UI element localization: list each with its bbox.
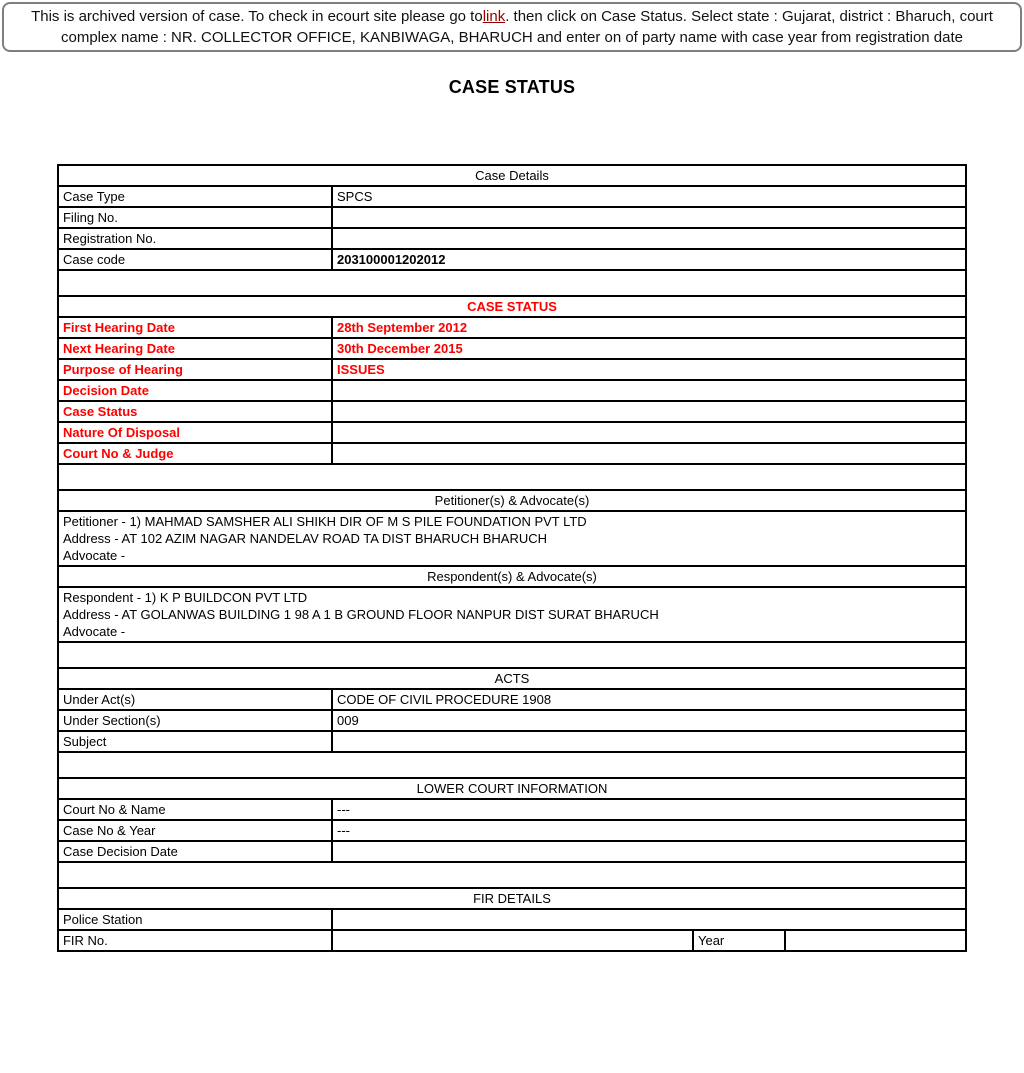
row-label-first-hearing-date: First Hearing Date: [58, 317, 332, 338]
archived-notice-text-before: This is archived version of case. To check in ecourt site please go to: [31, 8, 483, 25]
petitioner-section-title: Petitioner(s) & Advocate(s): [58, 490, 966, 511]
petitioner-name-line: Petitioner - 1) MAHMAD SAMSHER ALI SHIKH DIR OF M S PILE FOUNDATION PVT LTD: [62, 514, 587, 529]
row-value-first-hearing-date: 28th September 2012: [332, 317, 966, 338]
fir-section-title: FIR DETAILS: [58, 888, 966, 909]
row-label-case-status: Case Status: [58, 401, 332, 422]
table-row: [58, 228, 966, 249]
table-row: [58, 380, 966, 401]
petitioner-details: [58, 511, 966, 566]
row-value-case-type: SPCS: [332, 186, 966, 207]
row-label-registration-no: Registration No.: [58, 228, 332, 249]
row-label-case-decision-date: Case Decision Date: [58, 841, 332, 862]
row-label-under-sections: Under Section(s): [58, 710, 332, 731]
row-value-under-acts: CODE OF CIVIL PROCEDURE 1908: [332, 689, 966, 710]
section-header-row-fir: [58, 888, 966, 909]
row-value-year: [785, 930, 966, 951]
row-label-fir-no: FIR No.: [58, 930, 332, 951]
row-value-police-station: [332, 909, 966, 930]
row-value-next-hearing-date: 30th December 2015: [332, 338, 966, 359]
respondent-name-line: Respondent - 1) K P BUILDCON PVT LTD: [62, 590, 308, 605]
row-label-police-station: Police Station: [58, 909, 332, 930]
archived-notice-text-after: . then click on Case Status. Select state : Gujarat, district : Bharuch, court complex name : NR. COLLECTOR OFFICE, KANBIWAGA, BHARUCH and enter on of party name with case year from registration date: [61, 8, 993, 46]
section-header-row-case-details: [58, 165, 966, 186]
spacer-row: [58, 270, 966, 296]
table-row: [58, 511, 966, 566]
table-row: [58, 249, 966, 270]
row-value-subject: [332, 731, 966, 752]
row-value-registration-no: [332, 228, 966, 249]
row-label-next-hearing-date: Next Hearing Date: [58, 338, 332, 359]
table-row: [58, 841, 966, 862]
row-label-decision-date: Decision Date: [58, 380, 332, 401]
row-value-under-sections: 009: [332, 710, 966, 731]
row-label-case-no-year: Case No & Year: [58, 820, 332, 841]
row-label-purpose-of-hearing: Purpose of Hearing: [58, 359, 332, 380]
row-value-nature-of-disposal: [332, 422, 966, 443]
row-label-filing-no: Filing No.: [58, 207, 332, 228]
row-label-case-type: Case Type: [58, 186, 332, 207]
row-label-court-no-judge: Court No & Judge: [58, 443, 332, 464]
section-header-row-petitioner: [58, 490, 966, 511]
section-header-row-acts: [58, 668, 966, 689]
table-row: [58, 422, 966, 443]
row-value-decision-date: [332, 380, 966, 401]
table-row: [58, 359, 966, 380]
case-details-section-title: Case Details: [58, 165, 966, 186]
table-row: [58, 799, 966, 820]
row-label-court-no-name: Court No & Name: [58, 799, 332, 820]
table-row: [58, 689, 966, 710]
row-label-subject: Subject: [58, 731, 332, 752]
row-label-case-code: Case code: [58, 249, 332, 270]
spacer-row: [58, 642, 966, 668]
table-row: [58, 731, 966, 752]
respondent-address-line: Address - AT GOLANWAS BUILDING 1 98 A 1 B GROUND FLOOR NANPUR DIST SURAT BHARUCH: [62, 607, 659, 622]
table-row: [58, 207, 966, 228]
table-row: [58, 710, 966, 731]
spacer-row: [58, 464, 966, 490]
row-label-nature-of-disposal: Nature Of Disposal: [58, 422, 332, 443]
respondent-details: [58, 587, 966, 642]
section-header-row-respondent: [58, 566, 966, 587]
petitioner-advocate-line: Advocate -: [62, 548, 126, 563]
row-value-purpose-of-hearing: ISSUES: [332, 359, 966, 380]
spacer-row: [58, 862, 966, 888]
acts-section-title: ACTS: [58, 668, 966, 689]
row-value-court-no-judge: [332, 443, 966, 464]
table-row: [58, 587, 966, 642]
respondent-section-title: Respondent(s) & Advocate(s): [58, 566, 966, 587]
page-title: CASE STATUS: [448, 77, 576, 97]
case-status-table: [57, 164, 967, 952]
table-row: [58, 930, 966, 951]
section-header-row-lower-court: [58, 778, 966, 799]
ecourt-site-link[interactable]: link: [482, 8, 506, 25]
table-row: [58, 401, 966, 422]
spacer-row: [58, 752, 966, 778]
row-value-fir-no: [332, 930, 693, 951]
lower-court-section-title: LOWER COURT INFORMATION: [58, 778, 966, 799]
case-status-section-title: CASE STATUS: [58, 296, 966, 317]
table-row: [58, 338, 966, 359]
table-row: [58, 186, 966, 207]
section-header-row-case-status: [58, 296, 966, 317]
row-label-year: Year: [693, 930, 785, 951]
table-row: [58, 443, 966, 464]
row-label-under-acts: Under Act(s): [58, 689, 332, 710]
table-row: [58, 820, 966, 841]
row-value-case-no-year: ---: [332, 820, 966, 841]
archived-notice-banner: [2, 2, 1022, 52]
row-value-filing-no: [332, 207, 966, 228]
respondent-advocate-line: Advocate -: [62, 624, 126, 639]
table-row: [58, 909, 966, 930]
row-value-court-no-name: ---: [332, 799, 966, 820]
table-row: [58, 317, 966, 338]
row-value-case-decision-date: [332, 841, 966, 862]
row-value-case-status: [332, 401, 966, 422]
row-value-case-code: 203100001202012: [332, 249, 966, 270]
petitioner-address-line: Address - AT 102 AZIM NAGAR NANDELAV ROAD TA DIST BHARUCH BHARUCH: [62, 531, 547, 546]
